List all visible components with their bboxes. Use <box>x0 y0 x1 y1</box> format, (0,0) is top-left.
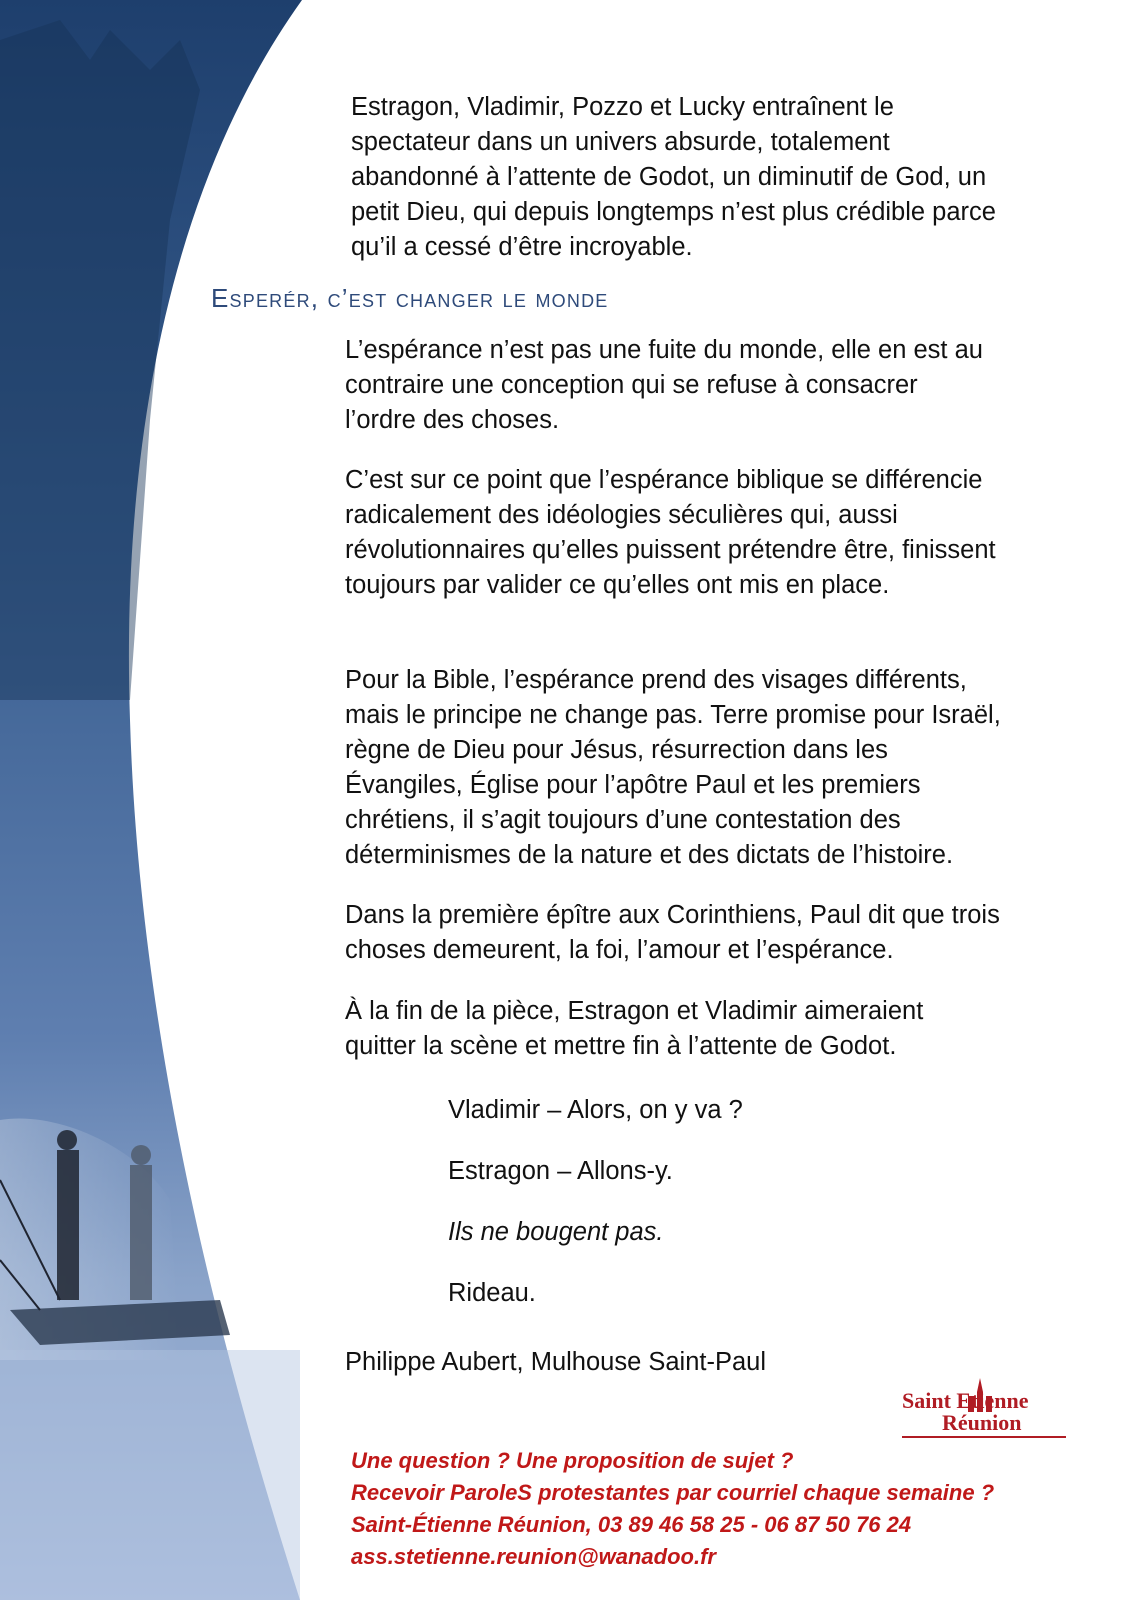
contact-line-phone: Saint-Étienne Réunion, 03 89 46 58 25 - 06 87 50 76 24 <box>351 1512 912 1537</box>
section-title: Esperér, c’est changer le monde <box>211 283 609 313</box>
logo-line-2: Réunion <box>942 1410 1022 1435</box>
contact-line-subscribe: Recevoir ParoleS protestantes par courriel chaque semaine ? <box>351 1480 995 1505</box>
logo-underline <box>902 1436 1066 1438</box>
saint-etienne-logo <box>902 1388 1068 1448</box>
fishermen-photo <box>0 0 330 1600</box>
contact-block <box>351 1445 994 1573</box>
dialogue-line-estragon: Estragon – Allons-y. <box>448 1157 673 1185</box>
contact-email-link[interactable]: ass.stetienne.reunion@wanadoo.fr <box>351 1544 716 1569</box>
paragraph-4: Dans la première épître aux Corinthiens, Paul dit que trois choses demeurent, la foi, l’amour et l’espérance. <box>345 901 1000 964</box>
intro-paragraph: Estragon, Vladimir, Pozzo et Lucky entraînent le spectateur dans un univers absurde, totalement abandonné à l’attente de Godot, un diminutif de God, un petit Dieu, qui depuis longtemps n’est plus crédible parce qu’il a cessé d’être incroyable. <box>351 93 996 261</box>
contact-line-question: Une question ? Une proposition de sujet ? <box>351 1448 794 1473</box>
curtain-line: Rideau. <box>448 1279 536 1307</box>
paragraph-3: Pour la Bible, l’espérance prend des visages différents, mais le principe ne change pas. Terre promise pour Israël, règne de Dieu pour Jésus, résurrection dans les Évangiles, Église pour l’apôtre Paul et les premiers chrétiens, il s’agit toujours d’une contestation des déterminismes de la nature et des dictats de l’histoire. <box>345 666 1001 869</box>
signature: Philippe Aubert, Mulhouse Saint-Paul <box>345 1348 767 1376</box>
paragraph-2: C’est sur ce point que l’espérance biblique se différencie radicalement des idéologies séculières qui, aussi révolutionnaires qu’elles puissent prétendre être, finissent toujours par valider ce qu’elles ont mis en place. <box>345 466 996 599</box>
paragraph-5: À la fin de la pièce, Estragon et Vladimir aimeraient quitter la scène et mettre fin à l’attente de Godot. <box>345 997 924 1060</box>
paragraph-1: L’espérance n’est pas une fuite du monde, elle en est au contraire une conception qui se refuse à consacrer l’ordre des choses. <box>345 336 983 434</box>
logo-line-1: Saint Etienne <box>902 1388 1029 1413</box>
stage-direction: Ils ne bougent pas. <box>448 1218 664 1246</box>
dialogue-line-vladimir: Vladimir – Alors, on y va ? <box>448 1096 743 1124</box>
